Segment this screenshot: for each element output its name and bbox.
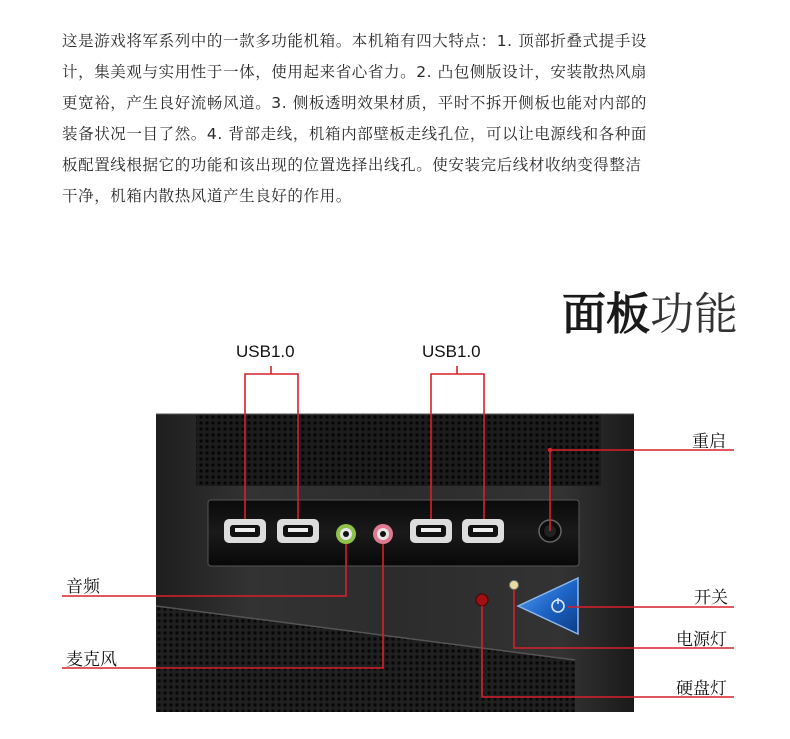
callout-usb-left: USB1.0	[236, 342, 295, 361]
mic-jack-icon	[373, 524, 393, 544]
heading-light: 功能	[650, 289, 738, 340]
description-line: 干净，机箱内散热风道产生良好的作用。	[62, 187, 352, 205]
callout-mic: 麦克风	[66, 650, 117, 669]
audio-jack-icon	[336, 524, 356, 544]
callout-usb-right: USB1.0	[422, 342, 481, 361]
usb-port-2	[277, 519, 319, 543]
power-led-icon	[510, 581, 519, 590]
callout-audio: 音频	[66, 577, 100, 596]
description-line: 装备状况一目了然。4. 背部走线，机箱内部壁板走线孔位，可以让电源线和各种面	[62, 125, 648, 143]
description-line: 这是游戏将军系列中的一款多功能机箱。本机箱有四大特点：1. 顶部折叠式提手设	[62, 32, 648, 50]
heading-bold: 面板	[562, 289, 650, 340]
description-line: 计，集美观与实用性于一体，使用起来省心省力。2. 凸包侧版设计，安装散热风扇	[62, 63, 648, 81]
callout-power-led: 电源灯	[676, 630, 727, 649]
usb-port-4	[462, 519, 504, 543]
usb-port-3	[410, 519, 452, 543]
callout-power-switch: 开关	[694, 588, 728, 607]
hdd-led-icon	[476, 594, 488, 606]
description-line: 板配置线根据它的功能和该出现的位置选择出线孔。使安装完后线材收纳变得整洁	[62, 156, 642, 174]
callout-hdd-led: 硬盘灯	[676, 679, 727, 698]
callout-restart: 重启	[692, 432, 726, 451]
top-grille	[196, 414, 601, 486]
description-line: 更宽裕，产生良好流畅风道。3. 侧板透明效果材质，平时不拆开侧板也能对内部的	[62, 94, 648, 112]
usb-port-1	[224, 519, 266, 543]
